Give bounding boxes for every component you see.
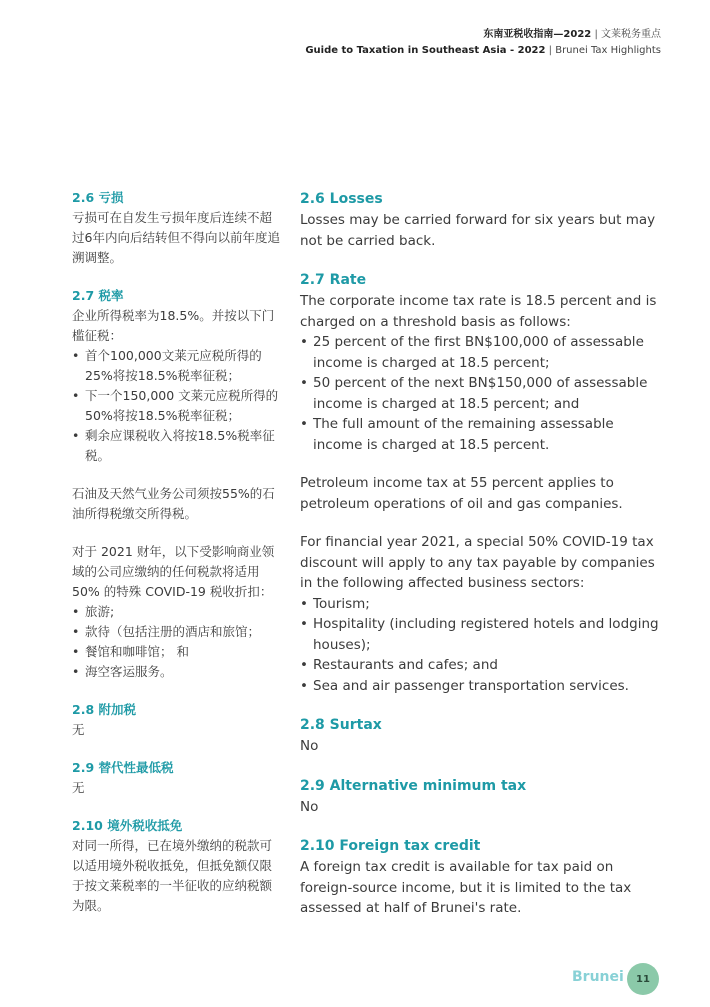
section-body: 企业所得税率为18.5%。并按以下门槛征税： bbox=[72, 308, 275, 343]
section-heading: 2.7 税率 bbox=[72, 288, 124, 303]
list-item: • 剩余应课税收入将按18.5%税率征税。 bbox=[72, 426, 282, 466]
section-losses-en bbox=[300, 188, 665, 251]
section-amt-en bbox=[300, 775, 665, 818]
rate-list bbox=[300, 332, 665, 455]
list-item: • The full amount of the remaining assessable income is charged at 18.5 percent. bbox=[300, 414, 665, 455]
covid-paragraph: 对于 2021 财年，以下受影响商业领域的公司应缴纳的任何税款将适用 50% 的特殊 COVID-19 税收折扣： bbox=[72, 544, 275, 599]
section-heading: 2.7 Rate bbox=[300, 272, 367, 288]
section-body: No bbox=[300, 798, 319, 815]
section-body: 无 bbox=[72, 722, 85, 737]
header-line-chinese bbox=[305, 27, 661, 43]
covid-list bbox=[72, 602, 282, 682]
list-item: • 首个100,000文莱元应税所得的25%将按18.5%税率征税； bbox=[72, 346, 282, 386]
section-rate-en bbox=[300, 269, 665, 696]
section-heading: 2.9 替代性最低税 bbox=[72, 760, 174, 775]
list-item: • 下一个150,000 文莱元应税所得的50%将按18.5%税率征税； bbox=[72, 386, 282, 426]
section-body: The corporate income tax rate is 18.5 percent and is charged on a threshold basis as follows: bbox=[300, 293, 657, 330]
section-heading: 2.6 亏损 bbox=[72, 190, 124, 205]
section-ftc-zh bbox=[72, 816, 282, 916]
chinese-column bbox=[72, 188, 282, 934]
header-separator: | bbox=[591, 29, 601, 40]
header-separator: | bbox=[545, 45, 556, 56]
section-body: No bbox=[300, 738, 319, 754]
list-item: • 50 percent of the next BN$150,000 of assessable income is charged at 18.5 percent; and bbox=[300, 373, 665, 414]
list-item: • Hospitality (including registered hotels and lodging houses); bbox=[300, 614, 665, 655]
rate-list bbox=[72, 346, 282, 466]
section-body: 对同一所得，已在境外缴纳的税款可以适用境外税收抵免，但抵免额仅限于按文莱税率的一半征收的应纳税额为限。 bbox=[72, 838, 273, 913]
section-heading: 2.8 Surtax bbox=[300, 717, 382, 733]
list-item: • 餐馆和咖啡馆； 和 bbox=[72, 642, 282, 662]
section-heading: 2.6 Losses bbox=[300, 191, 383, 207]
page-number: 11 bbox=[636, 973, 650, 985]
list-item: • 旅游; bbox=[72, 602, 282, 622]
section-heading: 2.8 附加税 bbox=[72, 702, 136, 717]
header-guide-title-zh: 东南亚税收指南—2022 bbox=[483, 29, 592, 40]
section-heading: 2.10 境外税收抵免 bbox=[72, 818, 183, 833]
petroleum-paragraph: Petroleum income tax at 55 percent applies to petroleum operations of oil and gas companies. bbox=[300, 475, 623, 512]
english-column bbox=[300, 188, 665, 937]
section-surtax-zh bbox=[72, 700, 282, 740]
header-guide-title-en: Guide to Taxation in Southeast Asia - 2022 bbox=[305, 45, 546, 56]
section-body: 无 bbox=[72, 780, 85, 795]
section-losses-zh bbox=[72, 188, 282, 268]
list-item: • Tourism; bbox=[300, 594, 665, 615]
section-ftc-en bbox=[300, 835, 665, 919]
header-subtitle-zh: 文莱税务重点 bbox=[601, 29, 661, 40]
section-amt-zh bbox=[72, 758, 282, 798]
section-body: Losses may be carried forward for six years but may not be carried back. bbox=[300, 212, 656, 249]
section-body: 亏损可在自发生亏损年度后连续不超过6年内向后结转但不得向以前年度追溯调整。 bbox=[72, 210, 280, 265]
list-item: • Restaurants and cafes; and bbox=[300, 655, 665, 676]
list-item: • 25 percent of the first BN$100,000 of assessable income is charged at 18.5 percent; bbox=[300, 332, 665, 373]
header-subtitle-en: Brunei Tax Highlights bbox=[555, 45, 661, 56]
section-heading: 2.10 Foreign tax credit bbox=[300, 838, 481, 854]
covid-paragraph: For financial year 2021, a special 50% COVID-19 tax discount will apply to any tax payable by companies in the following affected business sectors: bbox=[300, 534, 655, 591]
section-rate-zh bbox=[72, 286, 282, 682]
header-line-english bbox=[305, 43, 661, 59]
footer-country-label: Brunei bbox=[572, 969, 624, 985]
list-item: • Sea and air passenger transportation services. bbox=[300, 676, 665, 697]
section-surtax-en bbox=[300, 714, 665, 757]
covid-list bbox=[300, 594, 665, 697]
section-body: A foreign tax credit is available for tax paid on foreign-source income, but it is limited to the tax assessed at half of Brunei's rate. bbox=[300, 859, 632, 916]
list-item: • 海空客运服务。 bbox=[72, 662, 282, 682]
section-heading: 2.9 Alternative minimum tax bbox=[300, 777, 527, 794]
running-header bbox=[305, 27, 661, 59]
petroleum-paragraph: 石油及天然气业务公司须按55%的石油所得税缴交所得税。 bbox=[72, 486, 275, 521]
page-number-badge bbox=[627, 963, 659, 995]
list-item: • 款待（包括注册的酒店和旅馆； bbox=[72, 622, 282, 642]
